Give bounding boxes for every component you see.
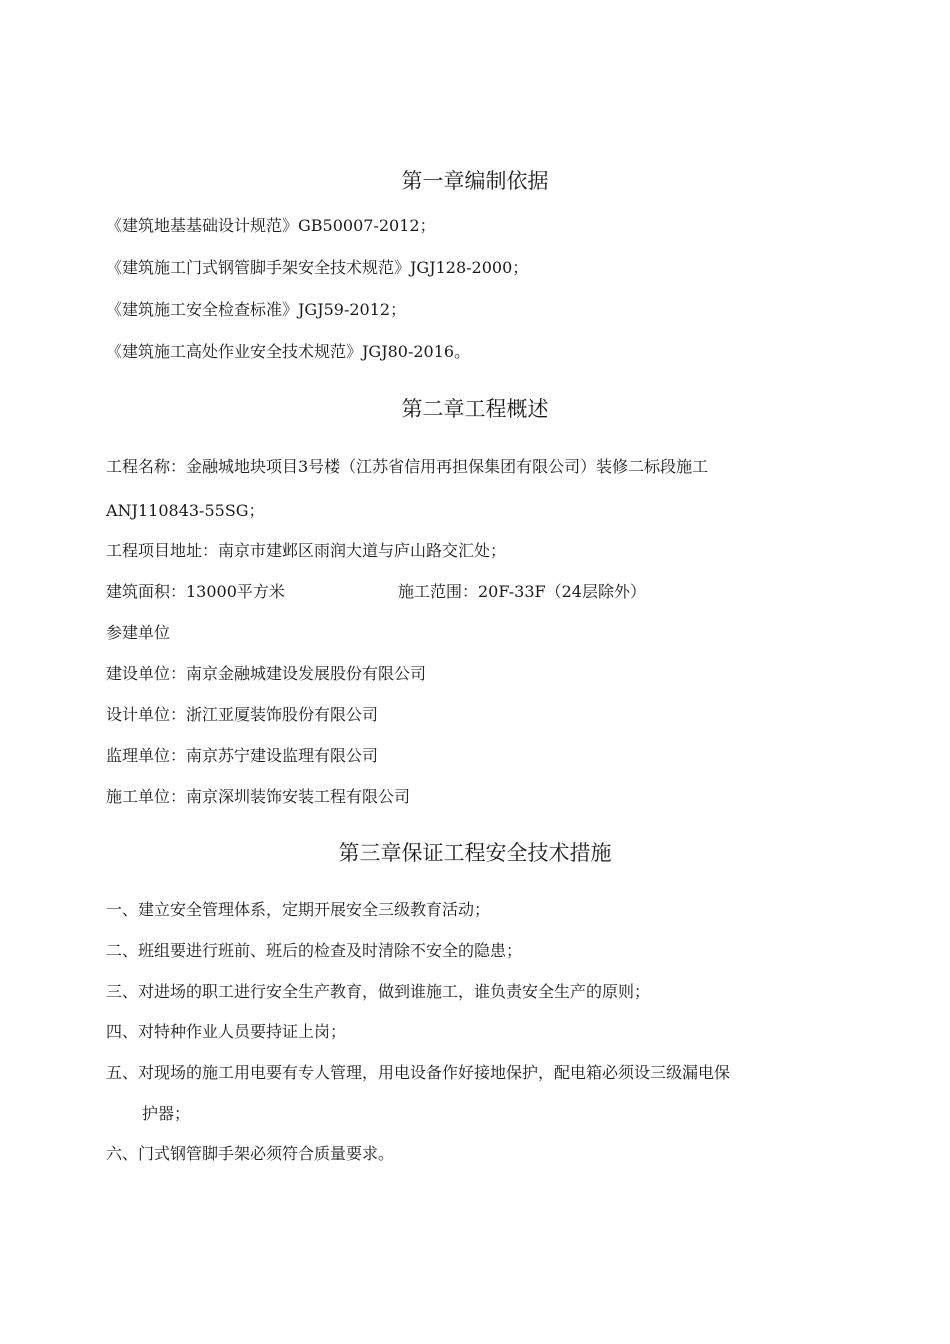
reference-item: 《建筑施工安全检查标准》JGJ59-2012； (106, 300, 407, 319)
building-area: 建筑面积：13000平方米 (106, 582, 285, 601)
designer-unit: 设计单位：浙江亚厦装饰股份有限公司 (106, 705, 379, 724)
measure-item: 三、对进场的职工进行安全生产教育，做到谁施工，谁负责安全生产的原则； (106, 982, 651, 1001)
builder-unit: 建设单位：南京金融城建设发展股份有限公司 (106, 664, 427, 683)
project-name-line-2: ANJ110843-55SG； (106, 501, 265, 520)
reference-item: 《建筑施工高处作业安全技术规范》JGJ80-2016。 (106, 342, 471, 361)
reference-item: 《建筑地基基础设计规范》GB50007-2012； (106, 216, 436, 235)
measure-item: 二、班组要进行班前、班后的检查及时清除不安全的隐患； (106, 941, 523, 960)
participants-heading: 参建单位 (106, 623, 171, 642)
measure-item: 五、对现场的施工用电要有专人管理，用电设备作好接地保护，配电箱必须设三级漏电保 (106, 1063, 731, 1082)
measure-item: 四、对特种作业人员要持证上岗； (106, 1022, 347, 1041)
supervisor-unit: 监理单位：南京苏宁建设监理有限公司 (106, 746, 379, 765)
project-address: 工程项目地址：南京市建邺区雨润大道与庐山路交汇处； (106, 541, 507, 560)
chapter-1-title: 第一章编制依据 (401, 169, 549, 193)
measure-item: 一、建立安全管理体系，定期开展安全三级教育活动； (106, 900, 491, 919)
reference-item: 《建筑施工门式钢管脚手架安全技术规范》JGJ128-2000； (106, 258, 529, 277)
contractor-unit: 施工单位：南京深圳装饰安装工程有限公司 (106, 787, 411, 806)
construction-scope: 施工范围：20F-33F（24层除外） (398, 582, 646, 601)
project-name-line-1: 工程名称：金融城地块项目3号楼（江苏省信用再担保集团有限公司）装修二标段施工 (106, 457, 709, 476)
chapter-2-title: 第二章工程概述 (401, 397, 549, 421)
measure-item-continuation: 护器； (142, 1104, 191, 1123)
measure-item: 六、门式钢管脚手架必须符合质量要求。 (106, 1144, 395, 1163)
chapter-3-title: 第三章保证工程安全技术措施 (338, 841, 612, 865)
